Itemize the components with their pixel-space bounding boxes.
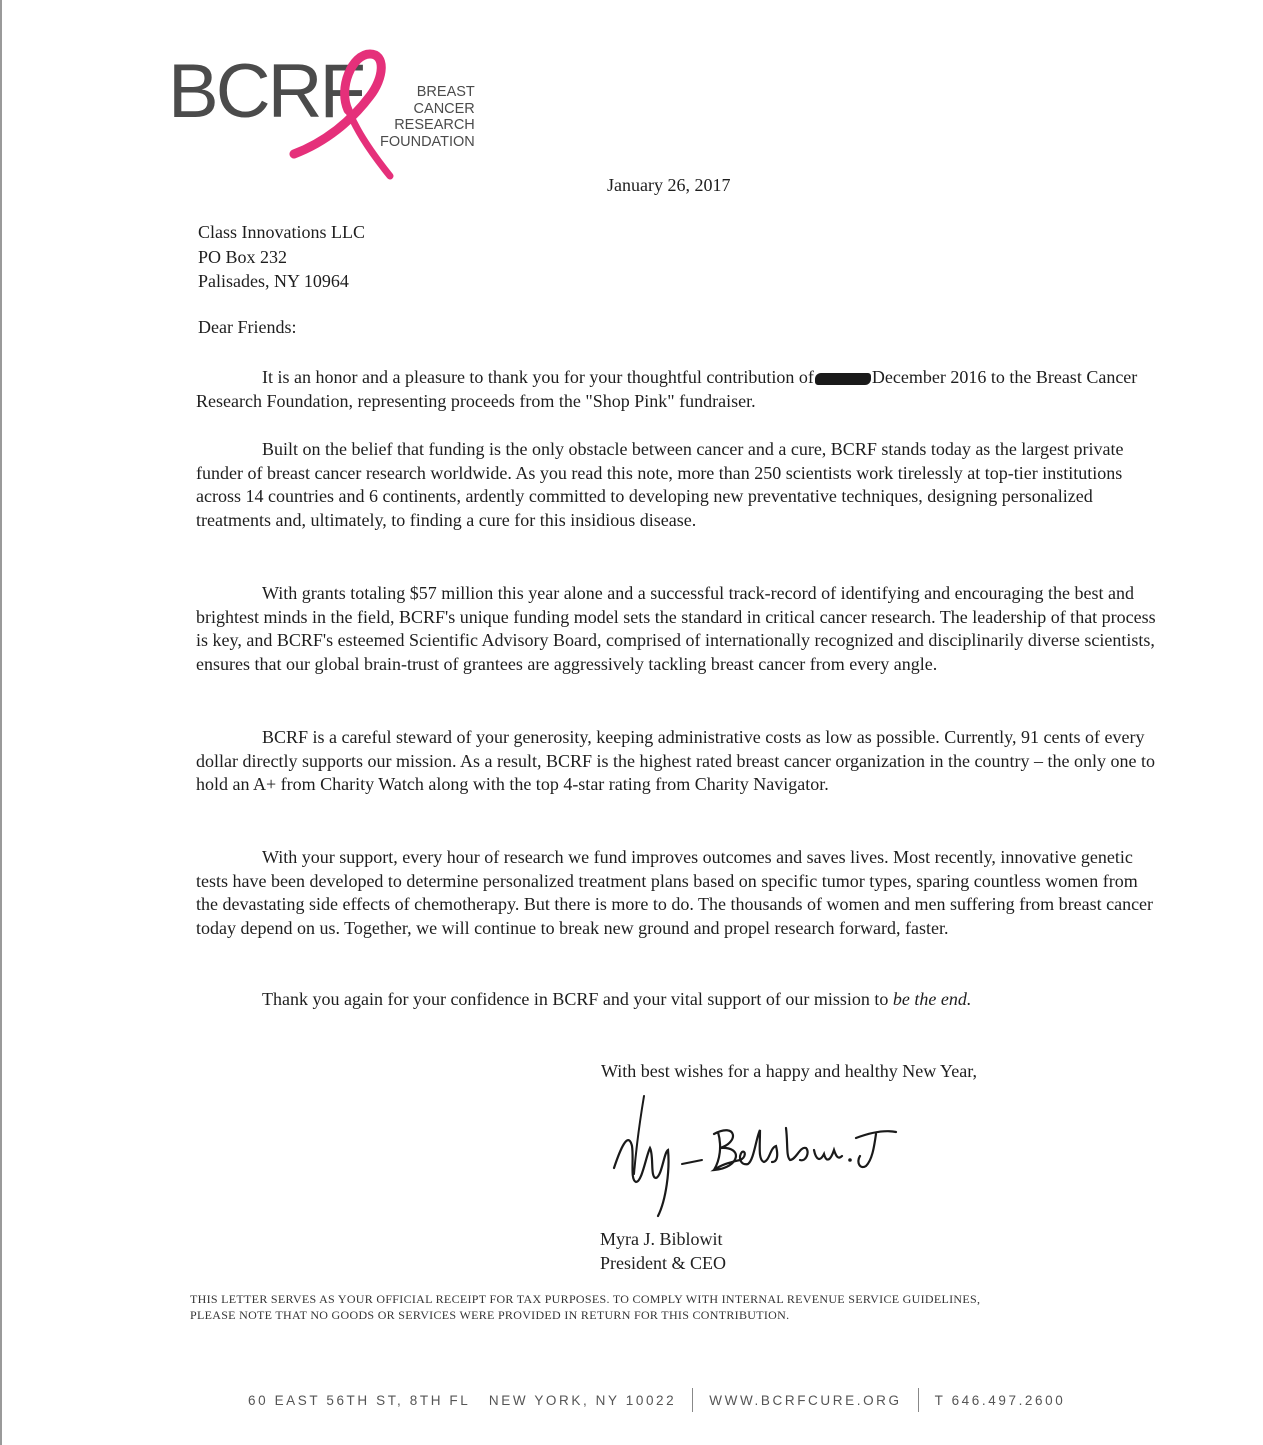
logo-word-breast: BREAST: [416, 84, 475, 100]
tax-receipt-line1: THIS LETTER SERVES AS YOUR OFFICIAL RECEIPT FOR TAX PURPOSES. TO COMPLY WITH INTERNAL REVENUE SERVICE GUIDELINES,: [190, 1292, 981, 1306]
recipient-address: [198, 220, 365, 294]
logo-word-foundation: FOUNDATION: [380, 133, 475, 150]
footer-divider: [692, 1388, 693, 1412]
signer-name: Myra J. Biblowit: [600, 1229, 723, 1249]
tax-receipt-notice: [190, 1291, 1150, 1323]
page-edge: [0, 0, 2, 1445]
footer-website: WWW.BCRFCURE.ORG: [709, 1392, 902, 1408]
bcrf-logo: [168, 48, 508, 188]
paragraph-thank-you: [196, 366, 1156, 413]
closing-thanks-text: Thank you again for your confidence in BCRF and your vital support of our mission to: [262, 989, 889, 1009]
signer-block: [600, 1227, 726, 1275]
recipient-address-line2: Palisades, NY 10964: [198, 271, 349, 291]
signer-title: President & CEO: [600, 1253, 726, 1273]
redacted-amount: [815, 373, 871, 385]
logo-word-research: RESEARCH: [394, 117, 475, 133]
letter-date: January 26, 2017: [607, 175, 731, 195]
letterhead-footer: [248, 1387, 1065, 1413]
paragraph-grants: With grants totaling $57 million this year alone and a successful track-record of identifying and encouraging the best and brightest minds in the field, BCRF's unique funding model sets the standard in critical cancer research. The leadership of that process is key, and BCRF's esteemed Scientific Advisory Board, comprised of internationally recognized and disciplinarily diverse scientists, ensures that our global brain-trust of grantees are aggressively tackling breast cancer from every angle.: [196, 583, 1156, 674]
closing-thanks-italic: be the end.: [892, 989, 972, 1009]
footer-address: 60 EAST 56TH ST, 8TH FL NEW YORK, NY 10022: [248, 1392, 677, 1408]
footer-divider: [918, 1388, 919, 1412]
footer-phone: T 646.497.2600: [934, 1392, 1066, 1408]
paragraph-thank-you-start: It is an honor and a pleasure to thank you for your thoughtful contribution of: [262, 367, 814, 387]
paragraph-impact: With your support, every hour of research we fund improves outcomes and saves lives. Most recently, innovative genetic tests have been developed to determine personalized treatment plans based on specific tumor types, sparing countless women from the devastating side effects of chemotherapy. But there is more to do. The thousands of women and men suffering from breast cancer today depend on us. Together, we will continue to break new ground and propel research forward, faster.: [196, 847, 1154, 938]
logo-wordmark: [380, 84, 475, 150]
recipient-name: Class Innovations LLC: [198, 222, 365, 242]
handwritten-signature: [610, 1090, 900, 1220]
salutation: Dear Friends:: [198, 317, 297, 337]
closing-wishes: With best wishes for a happy and healthy New Year,: [601, 1061, 977, 1081]
paragraph-mission: Built on the belief that funding is the only obstacle between cancer and a cure, BCRF stands today as the largest private funder of breast cancer research worldwide. As you read this note, more than 250 scientists work tirelessly at top-tier institutions across 14 countries and 6 continents, ardently committed to developing new preventative techniques, designing personalized treatments and, ultimately, to finding a cure for this insidious disease.: [196, 439, 1124, 530]
logo-letters: BCRF: [168, 49, 363, 134]
paragraph-closing-thanks: [196, 988, 1156, 1012]
logo-word-cancer: CANCER: [413, 100, 475, 117]
tax-receipt-line2: PLEASE NOTE THAT NO GOODS OR SERVICES WERE PROVIDED IN RETURN FOR THIS CONTRIBUTION.: [190, 1308, 790, 1322]
paragraph-thank-you-end: December 2016 to the Breast Cancer Research Foundation, representing proceeds from the "Shop Pink" fundraiser.: [196, 367, 1138, 411]
paragraph-stewardship: BCRF is a careful steward of your generosity, keeping administrative costs as low as possible. Currently, 91 cents of every dollar directly supports our mission. As a result, BCRF is the highest rated breast cancer organization in the country – the only one to hold an A+ from Charity Watch along with the top 4-star rating from Charity Navigator.: [196, 727, 1155, 794]
recipient-address-line1: PO Box 232: [198, 246, 288, 267]
